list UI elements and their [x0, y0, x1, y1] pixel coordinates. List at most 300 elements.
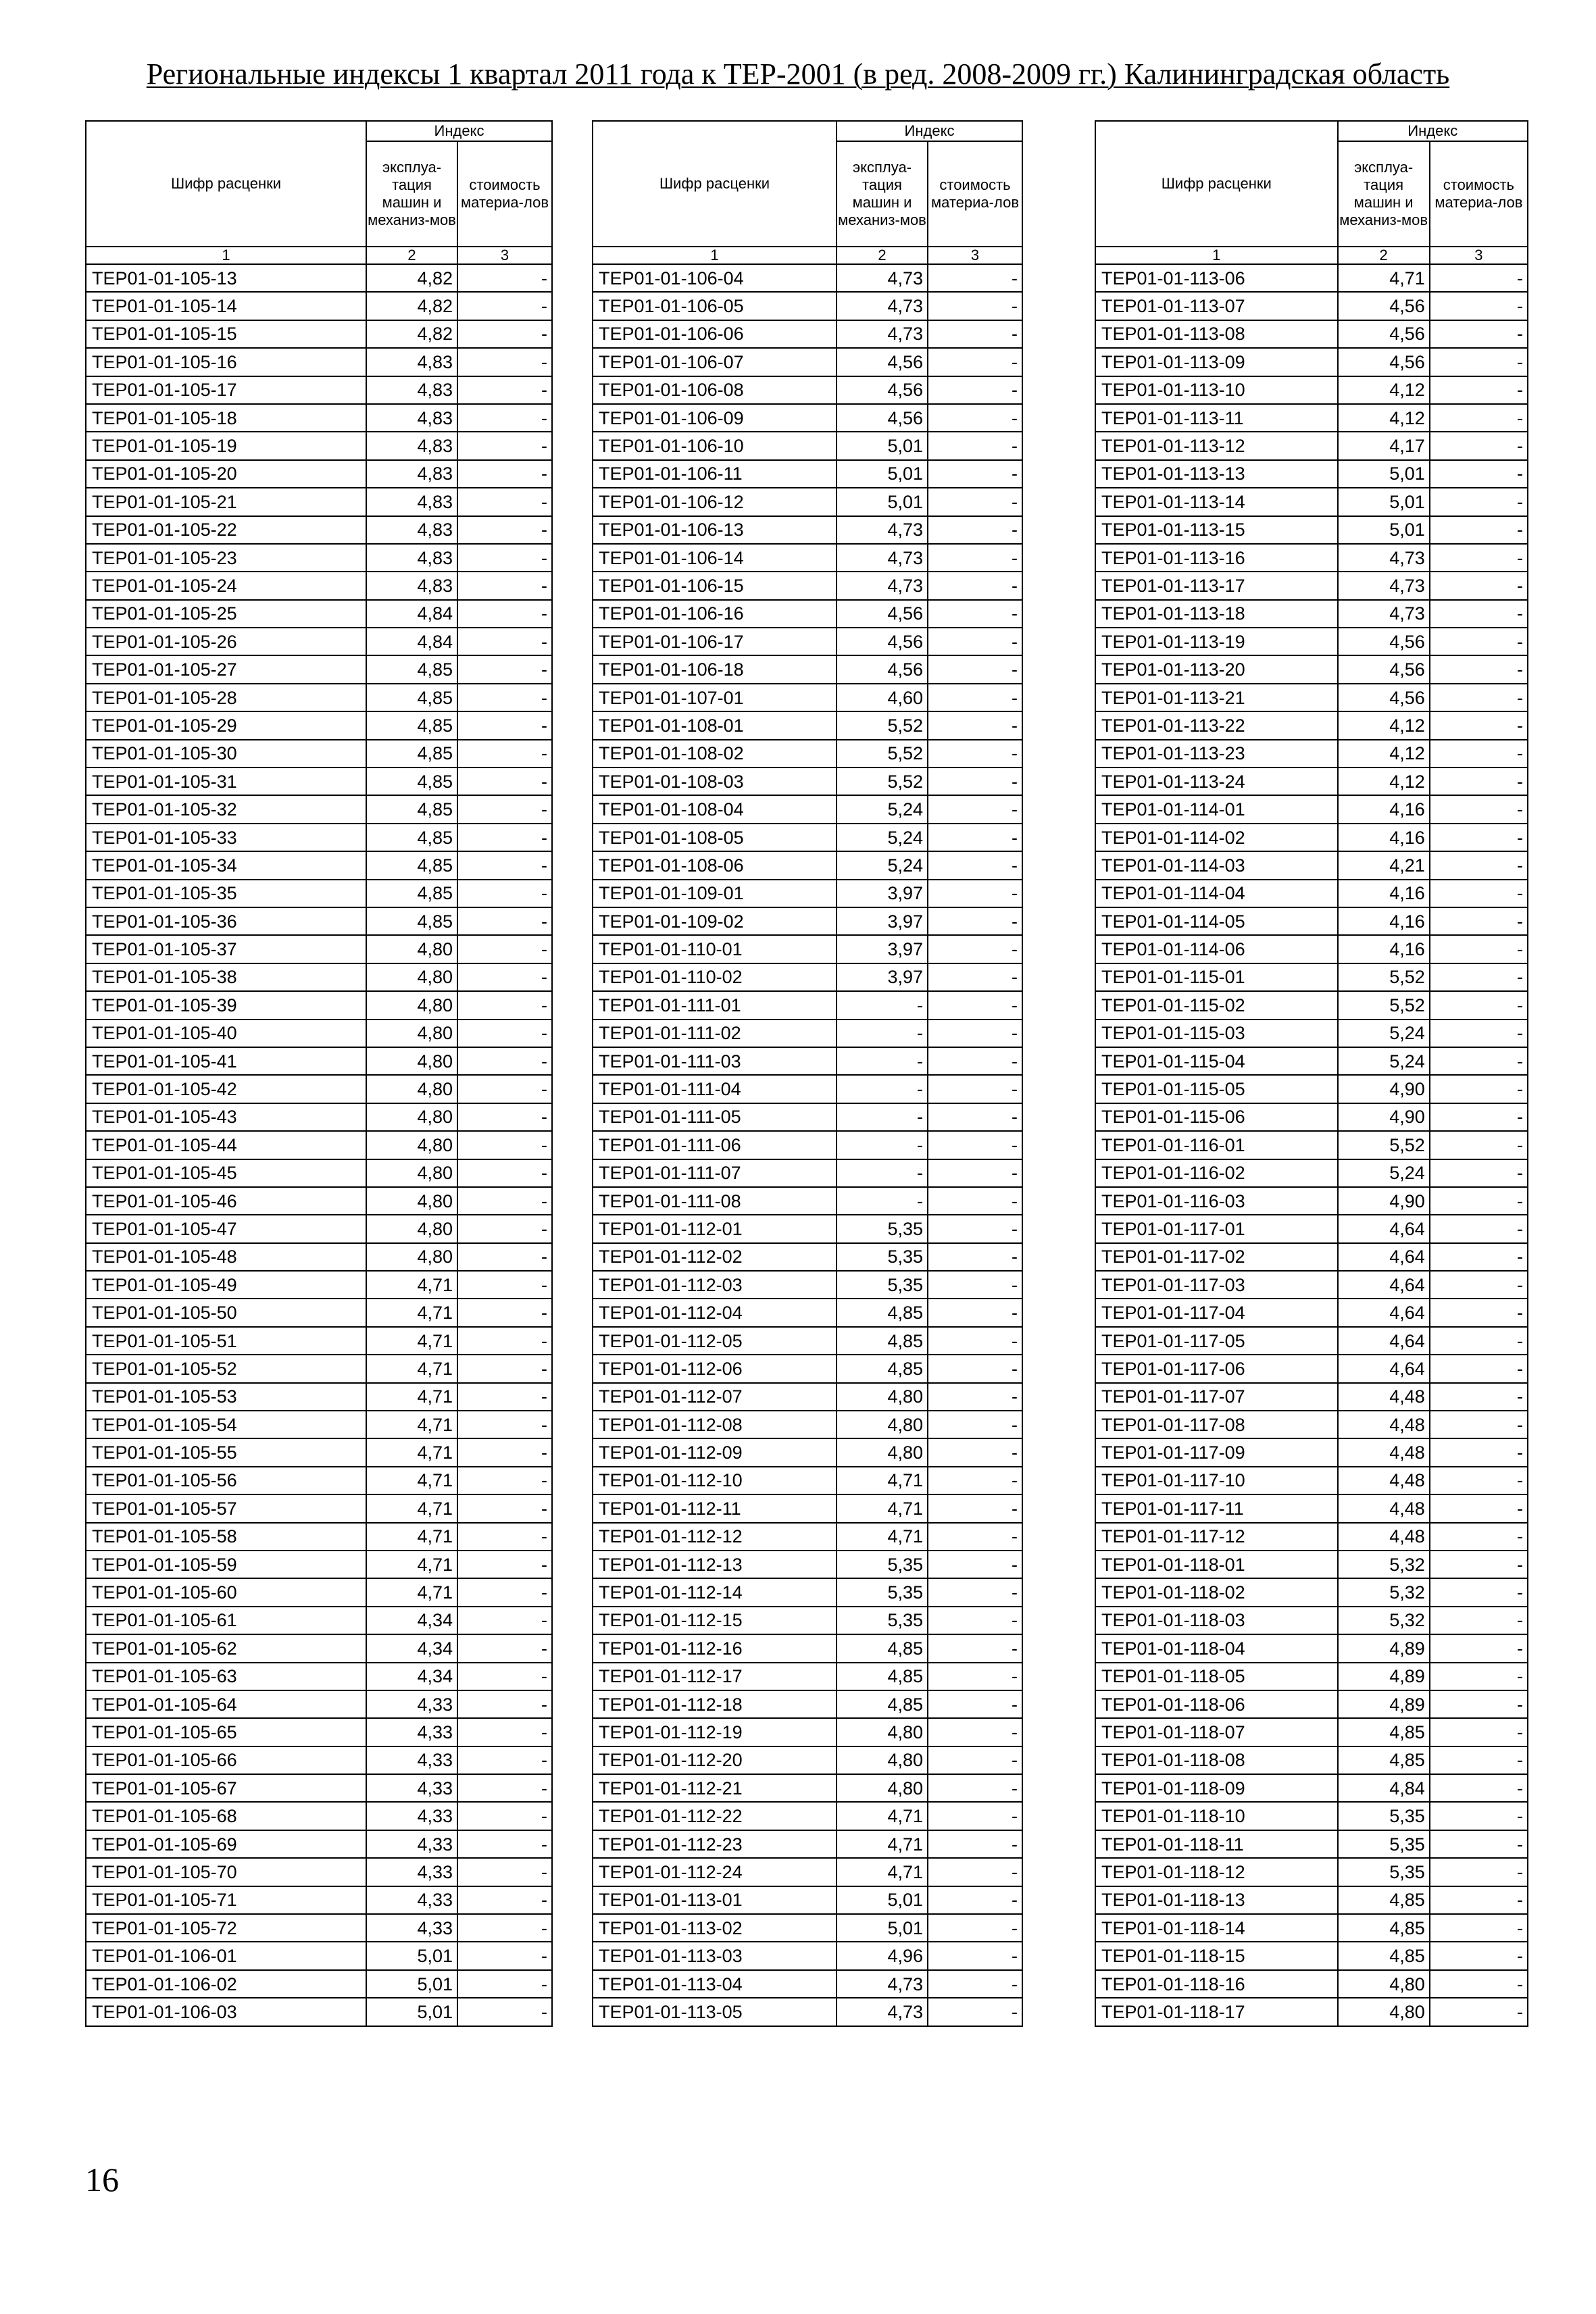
- rate-code-cell: ТЕР01-01-113-16: [1095, 544, 1338, 572]
- materials-index-cell: -: [457, 1690, 552, 1718]
- table-row: [593, 1131, 1022, 1159]
- rate-code-cell: ТЕР01-01-112-20: [593, 1746, 837, 1774]
- materials-index-cell: -: [928, 432, 1022, 459]
- materials-index-cell: -: [1430, 1467, 1528, 1494]
- machines-index-cell: -: [837, 1075, 928, 1103]
- materials-index-cell: -: [457, 1159, 552, 1187]
- table-row: [86, 963, 552, 991]
- materials-index-cell: -: [1430, 292, 1528, 320]
- materials-index-cell: -: [928, 320, 1022, 348]
- rate-code-cell: ТЕР01-01-105-26: [86, 628, 366, 655]
- machines-index-cell: 4,73: [837, 264, 928, 292]
- table-row: [86, 292, 552, 320]
- machines-index-cell: 4,56: [837, 404, 928, 432]
- rate-code-cell: ТЕР01-01-106-11: [593, 460, 837, 488]
- table-row: [1095, 907, 1528, 935]
- machines-index-cell: 3,97: [837, 880, 928, 907]
- rate-code-cell: ТЕР01-01-117-06: [1095, 1355, 1338, 1382]
- machines-index-cell: 4,80: [366, 935, 457, 963]
- machines-index-cell: 4,33: [366, 1690, 457, 1718]
- table-row: [1095, 1634, 1528, 1662]
- rate-code-cell: ТЕР01-01-105-69: [86, 1830, 366, 1858]
- rate-code-cell: ТЕР01-01-113-17: [1095, 572, 1338, 599]
- machines-index-cell: 4,85: [366, 684, 457, 711]
- materials-index-cell: -: [1430, 740, 1528, 768]
- rate-code-cell: ТЕР01-01-111-03: [593, 1047, 837, 1075]
- machines-index-cell: 4,80: [366, 1159, 457, 1187]
- machines-index-cell: 5,52: [837, 711, 928, 739]
- machines-index-cell: 4,71: [366, 1299, 457, 1326]
- rate-code-cell: ТЕР01-01-105-59: [86, 1551, 366, 1578]
- table-row: [86, 1802, 552, 1830]
- materials-index-cell: -: [1430, 1243, 1528, 1271]
- machines-index-cell: 4,56: [837, 655, 928, 683]
- header-num-2: 2: [1338, 247, 1430, 264]
- machines-index-cell: 4,80: [366, 963, 457, 991]
- table-row: [593, 1886, 1022, 1914]
- materials-index-cell: -: [1430, 320, 1528, 348]
- materials-index-cell: -: [1430, 432, 1528, 459]
- materials-index-cell: -: [457, 628, 552, 655]
- machines-index-cell: 4,71: [837, 1802, 928, 1830]
- materials-index-cell: -: [1430, 516, 1528, 544]
- materials-index-cell: -: [457, 1187, 552, 1215]
- rate-code-cell: ТЕР01-01-112-07: [593, 1383, 837, 1411]
- machines-index-cell: 3,97: [837, 907, 928, 935]
- machines-index-cell: 4,80: [837, 1383, 928, 1411]
- machines-index-cell: 4,71: [366, 1523, 457, 1551]
- table-row: [1095, 1411, 1528, 1438]
- rate-code-cell: ТЕР01-01-105-45: [86, 1159, 366, 1187]
- table-row: [593, 516, 1022, 544]
- materials-index-cell: -: [1430, 880, 1528, 907]
- machines-index-cell: 4,71: [366, 1355, 457, 1382]
- materials-index-cell: -: [928, 1578, 1022, 1606]
- table-row: [1095, 1327, 1528, 1355]
- table-row: [593, 376, 1022, 404]
- materials-index-cell: -: [457, 1523, 552, 1551]
- materials-index-cell: -: [1430, 1103, 1528, 1131]
- materials-index-cell: -: [1430, 1718, 1528, 1746]
- materials-index-cell: -: [457, 1411, 552, 1438]
- machines-index-cell: 5,52: [837, 740, 928, 768]
- header-materials: стоимость материа-лов: [928, 141, 1022, 247]
- rate-code-cell: ТЕР01-01-105-29: [86, 711, 366, 739]
- rate-code-cell: ТЕР01-01-105-71: [86, 1886, 366, 1914]
- table-row: [86, 1886, 552, 1914]
- machines-index-cell: 5,52: [1338, 991, 1430, 1019]
- rate-code-cell: ТЕР01-01-106-10: [593, 432, 837, 459]
- machines-index-cell: -: [837, 991, 928, 1019]
- rate-code-cell: ТЕР01-01-105-41: [86, 1047, 366, 1075]
- materials-index-cell: -: [457, 1914, 552, 1942]
- materials-index-cell: -: [928, 460, 1022, 488]
- machines-index-cell: 4,96: [837, 1942, 928, 1969]
- rate-code-cell: ТЕР01-01-114-02: [1095, 824, 1338, 851]
- materials-index-cell: -: [928, 907, 1022, 935]
- table-row: [86, 1020, 552, 1047]
- rate-code-cell: ТЕР01-01-105-42: [86, 1075, 366, 1103]
- table-row: [86, 1131, 552, 1159]
- table-row: [86, 376, 552, 404]
- materials-index-cell: -: [1430, 1998, 1528, 2026]
- rate-code-cell: ТЕР01-01-105-28: [86, 684, 366, 711]
- machines-index-cell: 4,80: [837, 1438, 928, 1466]
- rate-code-cell: ТЕР01-01-105-55: [86, 1438, 366, 1466]
- materials-index-cell: -: [1430, 711, 1528, 739]
- materials-index-cell: -: [1430, 1886, 1528, 1914]
- rate-code-cell: ТЕР01-01-105-36: [86, 907, 366, 935]
- table-row: [593, 963, 1022, 991]
- materials-index-cell: -: [457, 1578, 552, 1606]
- machines-index-cell: 4,12: [1338, 768, 1430, 795]
- table-row: [1095, 600, 1528, 628]
- rate-code-cell: ТЕР01-01-117-02: [1095, 1243, 1338, 1271]
- table-row: [86, 1075, 552, 1103]
- materials-index-cell: -: [457, 935, 552, 963]
- materials-index-cell: -: [1430, 1663, 1528, 1690]
- table-row: [1095, 292, 1528, 320]
- machines-index-cell: 4,64: [1338, 1243, 1430, 1271]
- materials-index-cell: -: [928, 1438, 1022, 1466]
- machines-index-cell: 4,82: [366, 264, 457, 292]
- table-row: [593, 907, 1022, 935]
- materials-index-cell: -: [928, 1998, 1022, 2026]
- machines-index-cell: 5,24: [837, 824, 928, 851]
- table-row: [86, 1858, 552, 1886]
- machines-index-cell: 5,01: [1338, 488, 1430, 515]
- table-row: [1095, 432, 1528, 459]
- materials-index-cell: -: [928, 1243, 1022, 1271]
- rate-code-cell: ТЕР01-01-117-11: [1095, 1494, 1338, 1522]
- machines-index-cell: 4,12: [1338, 376, 1430, 404]
- machines-index-cell: 5,01: [837, 1914, 928, 1942]
- machines-index-cell: 4,33: [366, 1914, 457, 1942]
- rate-code-cell: ТЕР01-01-113-03: [593, 1942, 837, 1969]
- machines-index-cell: 4,85: [366, 880, 457, 907]
- materials-index-cell: -: [928, 292, 1022, 320]
- table-row: [86, 1663, 552, 1690]
- materials-index-cell: -: [928, 824, 1022, 851]
- materials-index-cell: -: [1430, 1634, 1528, 1662]
- machines-index-cell: 5,01: [366, 1970, 457, 1998]
- machines-index-cell: 4,82: [366, 320, 457, 348]
- table-row: [1095, 404, 1528, 432]
- table-row: [1095, 1243, 1528, 1271]
- machines-index-cell: 4,71: [366, 1438, 457, 1466]
- table-row: [1095, 1215, 1528, 1242]
- machines-index-cell: 4,83: [366, 488, 457, 515]
- machines-index-cell: 4,90: [1338, 1075, 1430, 1103]
- machines-index-cell: 4,85: [366, 795, 457, 823]
- rate-code-cell: ТЕР01-01-111-07: [593, 1159, 837, 1187]
- materials-index-cell: -: [928, 1551, 1022, 1578]
- table-row: [86, 1494, 552, 1522]
- rate-code-cell: ТЕР01-01-112-14: [593, 1578, 837, 1606]
- table-row: [593, 1578, 1022, 1606]
- machines-index-cell: 4,85: [837, 1663, 928, 1690]
- rate-code-cell: ТЕР01-01-105-66: [86, 1746, 366, 1774]
- materials-index-cell: -: [457, 740, 552, 768]
- table-row: [86, 768, 552, 795]
- materials-index-cell: -: [1430, 768, 1528, 795]
- materials-index-cell: -: [457, 572, 552, 599]
- table-row: [86, 1942, 552, 1969]
- rate-code-cell: ТЕР01-01-106-08: [593, 376, 837, 404]
- rate-code-cell: ТЕР01-01-112-10: [593, 1467, 837, 1494]
- machines-index-cell: 4,33: [366, 1858, 457, 1886]
- materials-index-cell: -: [1430, 1438, 1528, 1466]
- rate-code-cell: ТЕР01-01-105-25: [86, 600, 366, 628]
- table-row: [86, 1047, 552, 1075]
- machines-index-cell: 5,01: [837, 488, 928, 515]
- machines-index-cell: 4,16: [1338, 907, 1430, 935]
- materials-index-cell: -: [1430, 1327, 1528, 1355]
- table-row: [593, 348, 1022, 376]
- machines-index-cell: 4,56: [837, 348, 928, 376]
- rate-code-cell: ТЕР01-01-113-10: [1095, 376, 1338, 404]
- table-row: [1095, 264, 1528, 292]
- machines-index-cell: -: [837, 1047, 928, 1075]
- rate-code-cell: ТЕР01-01-115-06: [1095, 1103, 1338, 1131]
- materials-index-cell: -: [1430, 1047, 1528, 1075]
- materials-index-cell: -: [928, 991, 1022, 1019]
- table-row: [593, 1187, 1022, 1215]
- rate-code-cell: ТЕР01-01-109-02: [593, 907, 837, 935]
- machines-index-cell: 4,48: [1338, 1494, 1430, 1522]
- materials-index-cell: -: [928, 1383, 1022, 1411]
- table-row: [86, 1383, 552, 1411]
- machines-index-cell: 4,89: [1338, 1663, 1430, 1690]
- rate-code-cell: ТЕР01-01-105-23: [86, 544, 366, 572]
- machines-index-cell: 4,56: [1338, 655, 1430, 683]
- machines-index-cell: 4,83: [366, 348, 457, 376]
- rate-code-cell: ТЕР01-01-113-11: [1095, 404, 1338, 432]
- machines-index-cell: 4,16: [1338, 824, 1430, 851]
- table-row: [1095, 1746, 1528, 1774]
- machines-index-cell: 4,83: [366, 460, 457, 488]
- materials-index-cell: -: [1430, 795, 1528, 823]
- header-num-2: 2: [837, 247, 928, 264]
- rate-code-cell: ТЕР01-01-106-02: [86, 1970, 366, 1998]
- machines-index-cell: -: [837, 1103, 928, 1131]
- table-row: [593, 851, 1022, 879]
- machines-index-cell: 5,24: [1338, 1159, 1430, 1187]
- table-row: [593, 460, 1022, 488]
- rate-code-cell: ТЕР01-01-112-23: [593, 1830, 837, 1858]
- machines-index-cell: 4,80: [837, 1411, 928, 1438]
- rate-code-cell: ТЕР01-01-108-03: [593, 768, 837, 795]
- materials-index-cell: -: [457, 768, 552, 795]
- rate-code-cell: ТЕР01-01-105-52: [86, 1355, 366, 1382]
- rate-code-cell: ТЕР01-01-105-35: [86, 880, 366, 907]
- table-row: [1095, 1690, 1528, 1718]
- materials-index-cell: -: [928, 1020, 1022, 1047]
- table-row: [86, 1159, 552, 1187]
- rate-code-cell: ТЕР01-01-105-19: [86, 432, 366, 459]
- machines-index-cell: 4,34: [366, 1607, 457, 1634]
- rate-code-cell: ТЕР01-01-109-01: [593, 880, 837, 907]
- rate-code-cell: ТЕР01-01-105-13: [86, 264, 366, 292]
- rate-code-cell: ТЕР01-01-105-16: [86, 348, 366, 376]
- materials-index-cell: -: [457, 292, 552, 320]
- rate-code-cell: ТЕР01-01-105-56: [86, 1467, 366, 1494]
- machines-index-cell: 4,33: [366, 1886, 457, 1914]
- table-row: [86, 600, 552, 628]
- materials-index-cell: -: [928, 572, 1022, 599]
- machines-index-cell: 4,73: [837, 292, 928, 320]
- rate-code-cell: ТЕР01-01-105-30: [86, 740, 366, 768]
- table-row: [593, 1914, 1022, 1942]
- table-row: [593, 768, 1022, 795]
- rate-code-cell: ТЕР01-01-114-03: [1095, 851, 1338, 879]
- machines-index-cell: 4,80: [366, 1187, 457, 1215]
- materials-index-cell: -: [457, 1075, 552, 1103]
- table-row: [1095, 1131, 1528, 1159]
- rate-code-cell: ТЕР01-01-108-04: [593, 795, 837, 823]
- rate-code-cell: ТЕР01-01-105-21: [86, 488, 366, 515]
- header-num-3: 3: [1430, 247, 1528, 264]
- table-row: [86, 711, 552, 739]
- table-row: [1095, 1663, 1528, 1690]
- machines-index-cell: 5,01: [366, 1998, 457, 2026]
- machines-index-cell: 4,56: [837, 376, 928, 404]
- table-row: [1095, 544, 1528, 572]
- materials-index-cell: -: [928, 264, 1022, 292]
- table-row: [593, 1411, 1022, 1438]
- rate-code-cell: ТЕР01-01-105-57: [86, 1494, 366, 1522]
- machines-index-cell: 4,73: [837, 1998, 928, 2026]
- materials-index-cell: -: [928, 1774, 1022, 1802]
- rate-code-cell: ТЕР01-01-105-65: [86, 1718, 366, 1746]
- rate-code-cell: ТЕР01-01-117-08: [1095, 1411, 1338, 1438]
- materials-index-cell: -: [928, 711, 1022, 739]
- materials-index-cell: -: [928, 1663, 1022, 1690]
- rate-code-cell: ТЕР01-01-105-47: [86, 1215, 366, 1242]
- materials-index-cell: -: [457, 1551, 552, 1578]
- rate-code-cell: ТЕР01-01-106-18: [593, 655, 837, 683]
- table-row: [86, 740, 552, 768]
- rate-code-cell: ТЕР01-01-105-62: [86, 1634, 366, 1662]
- materials-index-cell: -: [457, 348, 552, 376]
- materials-index-cell: -: [1430, 1075, 1528, 1103]
- header-num-2: 2: [366, 247, 457, 264]
- machines-index-cell: 4,83: [366, 404, 457, 432]
- table-row: [593, 1075, 1022, 1103]
- header-index: Индекс: [366, 121, 552, 141]
- table-row: [86, 1551, 552, 1578]
- table-row: [86, 404, 552, 432]
- rate-code-cell: ТЕР01-01-117-04: [1095, 1299, 1338, 1326]
- rate-code-cell: ТЕР01-01-114-06: [1095, 935, 1338, 963]
- materials-index-cell: -: [457, 1858, 552, 1886]
- table-row: [1095, 1914, 1528, 1942]
- table-row: [86, 684, 552, 711]
- materials-index-cell: -: [1430, 1494, 1528, 1522]
- materials-index-cell: -: [928, 1494, 1022, 1522]
- materials-index-cell: -: [928, 376, 1022, 404]
- rate-code-cell: ТЕР01-01-105-40: [86, 1020, 366, 1047]
- rate-code-cell: ТЕР01-01-106-01: [86, 1942, 366, 1969]
- table-row: [86, 1718, 552, 1746]
- table-row: [593, 1327, 1022, 1355]
- machines-index-cell: 4,80: [366, 1131, 457, 1159]
- machines-index-cell: 4,85: [837, 1327, 928, 1355]
- machines-index-cell: -: [837, 1020, 928, 1047]
- rate-code-cell: ТЕР01-01-114-04: [1095, 880, 1338, 907]
- rate-code-cell: ТЕР01-01-112-22: [593, 1802, 837, 1830]
- machines-index-cell: 5,24: [837, 795, 928, 823]
- machines-index-cell: 4,48: [1338, 1383, 1430, 1411]
- materials-index-cell: -: [457, 1243, 552, 1271]
- materials-index-cell: -: [1430, 1578, 1528, 1606]
- table-row: [593, 1830, 1022, 1858]
- materials-index-cell: -: [457, 1830, 552, 1858]
- rate-code-cell: ТЕР01-01-105-68: [86, 1802, 366, 1830]
- rate-code-cell: ТЕР01-01-105-53: [86, 1383, 366, 1411]
- materials-index-cell: -: [1430, 628, 1528, 655]
- materials-index-cell: -: [457, 880, 552, 907]
- rate-code-cell: ТЕР01-01-105-17: [86, 376, 366, 404]
- materials-index-cell: -: [457, 1383, 552, 1411]
- rate-code-cell: ТЕР01-01-112-08: [593, 1411, 837, 1438]
- rate-code-cell: ТЕР01-01-118-11: [1095, 1830, 1338, 1858]
- materials-index-cell: -: [457, 432, 552, 459]
- rate-code-cell: ТЕР01-01-116-03: [1095, 1187, 1338, 1215]
- rate-code-cell: ТЕР01-01-113-14: [1095, 488, 1338, 515]
- materials-index-cell: -: [457, 851, 552, 879]
- rate-code-cell: ТЕР01-01-106-03: [86, 1998, 366, 2026]
- rate-code-cell: ТЕР01-01-108-02: [593, 740, 837, 768]
- materials-index-cell: -: [928, 1970, 1022, 1998]
- materials-index-cell: -: [1430, 684, 1528, 711]
- rate-code-cell: ТЕР01-01-118-17: [1095, 1998, 1338, 2026]
- materials-index-cell: -: [928, 655, 1022, 683]
- machines-index-cell: 4,33: [366, 1830, 457, 1858]
- rate-code-cell: ТЕР01-01-113-01: [593, 1886, 837, 1914]
- rate-code-cell: ТЕР01-01-113-08: [1095, 320, 1338, 348]
- machines-index-cell: 4,80: [366, 1215, 457, 1242]
- table-row: [1095, 768, 1528, 795]
- header-num-1: 1: [593, 247, 837, 264]
- materials-index-cell: -: [928, 1411, 1022, 1438]
- rate-code-cell: ТЕР01-01-111-05: [593, 1103, 837, 1131]
- machines-index-cell: 4,85: [1338, 1718, 1430, 1746]
- header-code: Шифр расценки: [86, 121, 366, 247]
- machines-index-cell: 4,73: [1338, 544, 1430, 572]
- rate-code-cell: ТЕР01-01-105-67: [86, 1774, 366, 1802]
- materials-index-cell: -: [928, 768, 1022, 795]
- table-row: [593, 1663, 1022, 1690]
- table-row: [86, 1578, 552, 1606]
- rate-code-cell: ТЕР01-01-105-63: [86, 1663, 366, 1690]
- machines-index-cell: 4,71: [366, 1411, 457, 1438]
- table-row: [593, 824, 1022, 851]
- machines-index-cell: 4,56: [1338, 348, 1430, 376]
- materials-index-cell: -: [1430, 1690, 1528, 1718]
- materials-index-cell: -: [457, 376, 552, 404]
- rate-code-cell: ТЕР01-01-118-01: [1095, 1551, 1338, 1578]
- table-row: [86, 1690, 552, 1718]
- rate-code-cell: ТЕР01-01-105-14: [86, 292, 366, 320]
- table-row: [1095, 1047, 1528, 1075]
- table-row: [86, 1438, 552, 1466]
- table-row: [1095, 1187, 1528, 1215]
- machines-index-cell: 4,85: [837, 1355, 928, 1382]
- rate-code-cell: ТЕР01-01-117-10: [1095, 1467, 1338, 1494]
- table-row: [1095, 1551, 1528, 1578]
- rate-code-cell: ТЕР01-01-105-58: [86, 1523, 366, 1551]
